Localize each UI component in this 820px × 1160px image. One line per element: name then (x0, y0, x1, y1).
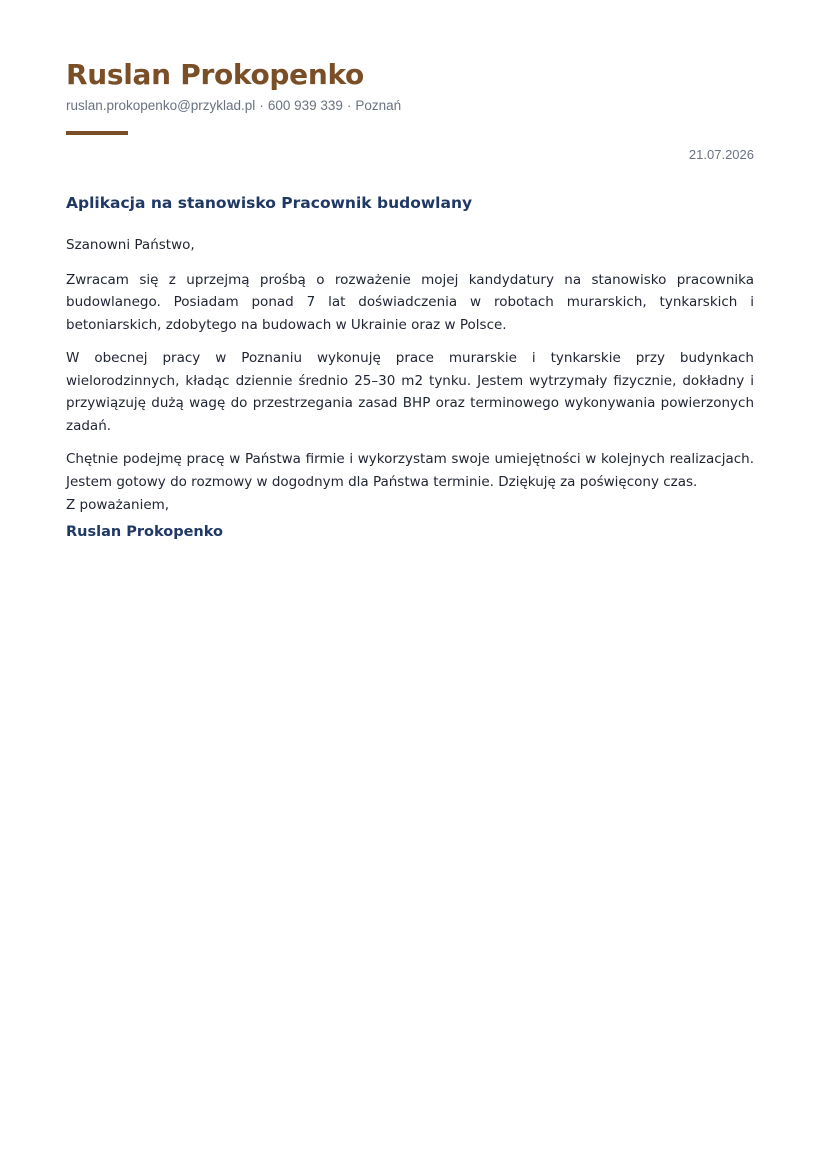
letter-subject: Aplikacja na stanowisko Pracownik budowlany (66, 194, 473, 212)
closing-phrase: Z poważaniem, (66, 497, 170, 513)
body-paragraph: Chętnie podejmę pracę w Państwa firmie i wykorzystam swoje umiejętności w kolejnych realizacjach. Jestem gotowy do rozmowy w dogodnym dla Państwa terminie. Dziękuję za poświęcony czas. (66, 451, 754, 490)
body-paragraph: W obecnej pracy w Poznaniu wykonuję prace murarskie i tynkarskie przy budynkach wielorodzinnych, kładąc dziennie średnio 25–30 m2 tynku. Jestem wytrzymały fizycznie, dokładny i przywiązuję dużą wagę do przestrzegania zasad BHP oraz terminowego wykonywania powierzonych zadań. (66, 350, 754, 434)
phone-number[interactable]: 600 939 339 (267, 98, 343, 113)
letter-body (66, 234, 754, 504)
letter-date: 21.07.2026 (688, 147, 754, 162)
greeting: Szanowni Państwo, (66, 237, 195, 253)
city: Poznań (355, 98, 402, 113)
contact-separator: · (259, 98, 264, 113)
signature-name: Ruslan Prokopenko (66, 524, 223, 540)
email-address[interactable]: ruslan.prokopenko@przyklad.pl (66, 98, 256, 113)
accent-divider (66, 131, 128, 135)
contact-separator: · (346, 98, 352, 113)
applicant-name: Ruslan Prokopenko (66, 58, 364, 91)
body-paragraph: Zwracam się z uprzejmą prośbą o rozważenie mojej kandydatury na stanowisko pracownika budowlanego. Posiadam ponad 7 lat doświadczenia w robotach murarskich, tynkarskich i betoniarskich, zdobytego na budowach w Ukrainie oraz w Polsce. (66, 271, 754, 333)
contact-line (66, 97, 401, 115)
